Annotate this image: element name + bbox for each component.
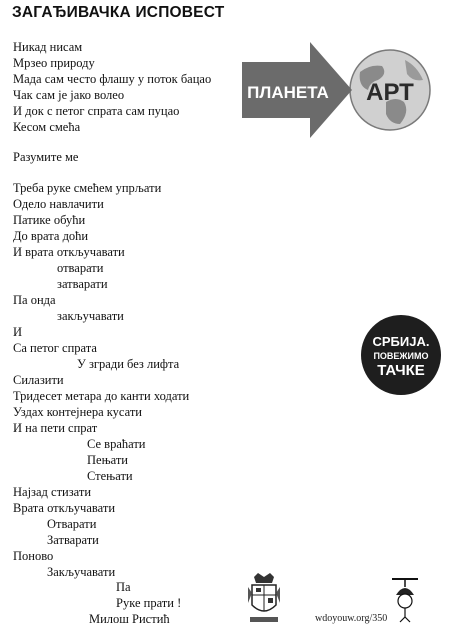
logo-art-text: АРТ <box>366 79 414 106</box>
planeta-art-logo <box>240 40 440 140</box>
poem-line: И док с петог спрата сам пуцао <box>13 104 180 118</box>
povezhimo-text: ПОВЕЖИМО <box>373 351 429 361</box>
poem-line: затварати <box>57 277 108 291</box>
poem-title: ЗАГАЂИВАЧКА ИСПОВЕСТ <box>12 4 225 21</box>
poem-line: Са петог спрата <box>13 341 97 355</box>
author-signature: Милош Ристић <box>89 612 170 626</box>
poem-line: Стењати <box>87 469 133 483</box>
tachke-text: ТАЧКЕ <box>377 362 425 379</box>
poem-line: Па онда <box>13 293 56 307</box>
coat-of-arms-icon <box>246 573 282 625</box>
logo-planeta-text: ПЛАНЕТА <box>247 83 329 102</box>
poem-line: Кесом смећа <box>13 120 81 134</box>
poem-line: Затварати <box>47 533 99 547</box>
poem-line: Разумите ме <box>13 150 79 164</box>
poem-line: Мада сам често флашу у поток бацао <box>13 72 212 86</box>
poem-line: отварати <box>57 261 104 275</box>
poem-line: И врата откључавати <box>13 245 125 259</box>
poem-line: Врата откључавати <box>13 501 116 515</box>
website-url: wdoyouw.org/350 <box>315 613 388 624</box>
srbija-text: СРБИЈА. <box>372 334 430 349</box>
poem-line: Пењати <box>87 453 128 467</box>
poem-line: До врата доћи <box>13 229 89 243</box>
poem-line: У згради без лифта <box>77 357 180 371</box>
poem-line: Треба руке смећем упрљати <box>13 181 162 195</box>
poem-line: Мрзео природу <box>13 56 95 70</box>
poem-line: Одело навлачити <box>13 197 104 211</box>
poem-line: Па <box>116 580 131 594</box>
poem-line: Никад нисам <box>13 40 83 54</box>
srbija-connect-logo <box>360 314 442 396</box>
poem-line: Отварати <box>47 517 97 531</box>
poem-line: Се враћати <box>87 437 146 451</box>
poem-line: Силазити <box>13 373 64 387</box>
poem-line: Патике обући <box>13 213 86 227</box>
propeller-hat-icon <box>390 573 420 623</box>
poem-line: Руке прати ! <box>116 596 182 610</box>
poem-line: Поново <box>13 549 54 563</box>
poem-line: Закључавати <box>47 565 116 579</box>
poem-line: Тридесет метара до канти ходати <box>13 389 190 403</box>
poem-line: Најзад стизати <box>13 485 92 499</box>
poem-line: Уздах контејнера кусати <box>13 405 142 419</box>
poem-line: Чак сам је јако волео <box>13 88 125 102</box>
poem-line: И на пети спрат <box>13 421 98 435</box>
poem-line: И <box>13 325 23 339</box>
poem-line: закључавати <box>57 309 124 323</box>
